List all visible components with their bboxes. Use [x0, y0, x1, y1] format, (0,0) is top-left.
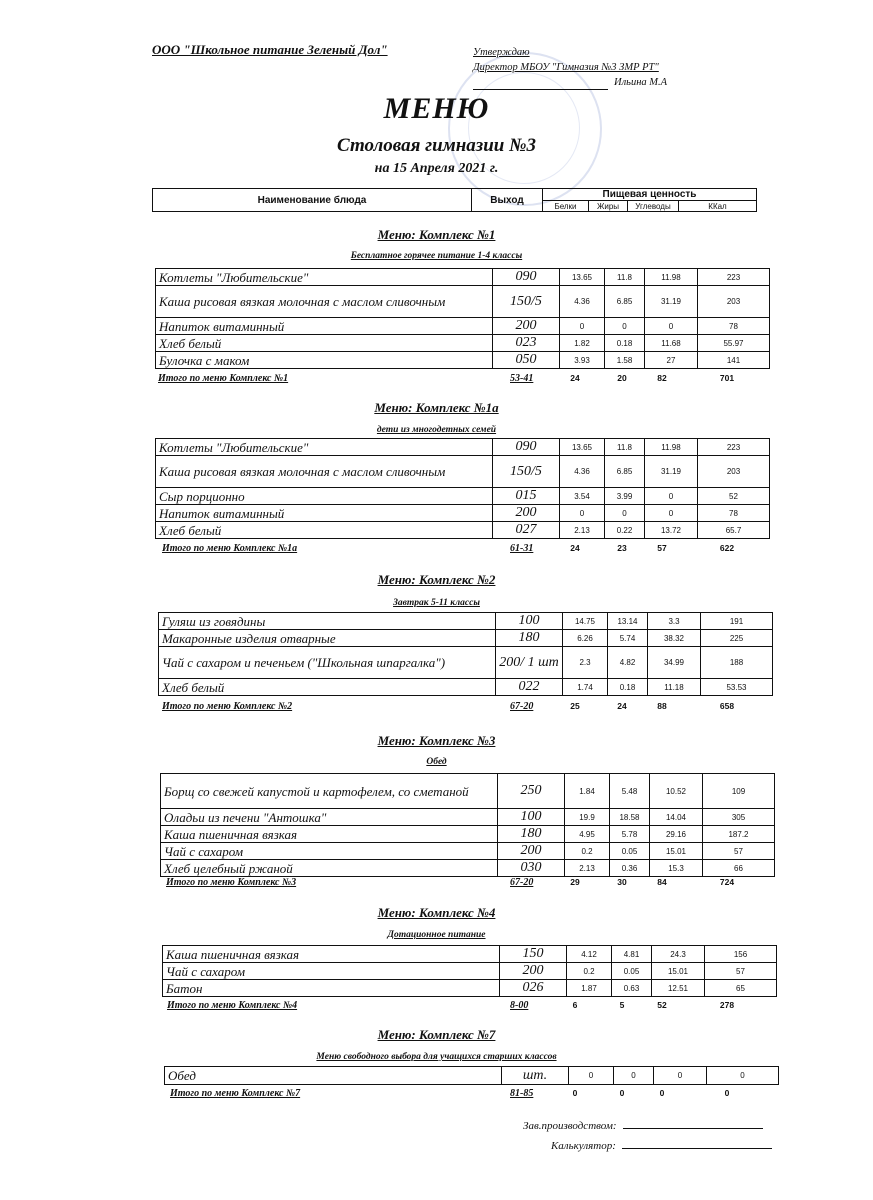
header-kcal: ККал [679, 201, 757, 212]
dish-carbs: 15.3 [650, 860, 703, 877]
table-row [156, 522, 770, 539]
dish-kcal: 187.2 [703, 826, 775, 843]
menu-table [164, 1066, 779, 1085]
dish-proteins: 1.87 [567, 980, 612, 997]
dish-proteins: 4.95 [565, 826, 610, 843]
dish-kcal: 203 [698, 286, 770, 318]
total-label: Итого по меню Комплекс №1а [162, 543, 298, 554]
table-row [159, 647, 773, 679]
total-fats: 24 [617, 701, 627, 711]
dish-name: Оладьи из печени "Антошка" [161, 809, 498, 826]
dish-fats: 11.8 [605, 269, 645, 286]
total-kcal: 0 [724, 1088, 730, 1098]
dish-carbs: 11.98 [645, 269, 698, 286]
table-row [156, 286, 770, 318]
dish-fats: 5.48 [610, 774, 650, 809]
table-row [163, 963, 777, 980]
dish-carbs: 38.32 [648, 630, 701, 647]
header-carbs: Углеводы [628, 201, 679, 212]
footer-calculator [551, 1140, 772, 1152]
dish-carbs: 0 [645, 318, 698, 335]
dish-proteins: 19.9 [565, 809, 610, 826]
total-proteins: 25 [570, 701, 580, 711]
dish-output: 200 [498, 843, 565, 860]
dish-output: 090 [493, 269, 560, 286]
table-row [156, 439, 770, 456]
table-row [161, 860, 775, 877]
dish-fats: 3.99 [605, 488, 645, 505]
dish-fats: 1.58 [605, 352, 645, 369]
table-row [159, 679, 773, 696]
section-total [166, 877, 786, 891]
dish-carbs: 11.98 [645, 439, 698, 456]
dish-name: Котлеты "Любительские" [156, 269, 493, 286]
total-code: 61-31 [510, 543, 534, 554]
table-row [156, 318, 770, 335]
dish-output: 200 [493, 318, 560, 335]
dish-proteins: 1.82 [560, 335, 605, 352]
dish-name: Хлеб белый [156, 335, 493, 352]
section-title: Меню: Комплекс №3 [377, 733, 496, 748]
table-row [156, 505, 770, 522]
dish-output: 200 [500, 963, 567, 980]
dish-proteins: 4.12 [567, 946, 612, 963]
total-fats: 5 [619, 1000, 625, 1010]
dish-kcal: 52 [698, 488, 770, 505]
table-row [156, 269, 770, 286]
dish-output: 250 [498, 774, 565, 809]
dish-kcal: 188 [701, 647, 773, 679]
section-subtitle: Бесплатное горячее питание 1-4 классы [350, 251, 523, 261]
dish-kcal: 109 [703, 774, 775, 809]
dish-name: Котлеты "Любительские" [156, 439, 493, 456]
total-kcal: 701 [719, 373, 735, 383]
dish-name: Борщ со свежей капустой и картофелем, со сметаной [161, 774, 498, 809]
menu-table [155, 438, 770, 539]
dish-carbs: 13.72 [645, 522, 698, 539]
dish-name: Каша пшеничная вязкая [161, 826, 498, 843]
section-total [167, 1000, 787, 1014]
dish-name: Каша пшеничная вязкая [163, 946, 500, 963]
dish-output: 100 [496, 613, 563, 630]
table-header [152, 188, 757, 212]
dish-name: Хлеб белый [156, 522, 493, 539]
dish-kcal: 65 [705, 980, 777, 997]
dish-output: 015 [493, 488, 560, 505]
dish-carbs: 0 [645, 505, 698, 522]
dish-fats: 5.74 [608, 630, 648, 647]
dish-kcal: 57 [705, 963, 777, 980]
table-row [156, 488, 770, 505]
total-fats: 0 [619, 1088, 625, 1098]
production-signature-line [623, 1128, 763, 1129]
dish-output: 150/5 [493, 456, 560, 488]
dish-kcal: 66 [703, 860, 775, 877]
table-row [165, 1067, 779, 1085]
dish-output: 100 [498, 809, 565, 826]
dish-proteins: 3.54 [560, 488, 605, 505]
section-total [170, 1088, 790, 1102]
total-fats: 30 [617, 877, 627, 887]
dish-name: Каша рисовая вязкая молочная с маслом сливочным [156, 286, 493, 318]
dish-fats: 0.05 [610, 843, 650, 860]
table-row [161, 826, 775, 843]
dish-proteins: 0 [560, 318, 605, 335]
dish-fats: 6.85 [605, 286, 645, 318]
table-row [156, 335, 770, 352]
menu-table [160, 773, 775, 877]
total-proteins: 24 [570, 373, 580, 383]
dish-fats: 0.18 [608, 679, 648, 696]
dish-proteins: 2.13 [560, 522, 605, 539]
total-carbs: 88 [657, 701, 667, 711]
approval-block [473, 45, 667, 90]
dish-kcal: 305 [703, 809, 775, 826]
dish-proteins: 13.65 [560, 269, 605, 286]
header-nutrition: Пищевая ценность [543, 189, 757, 201]
dish-carbs: 12.51 [652, 980, 705, 997]
approval-position: Директор МБОУ "Гимназия №3 ЗМР РТ" [473, 62, 659, 73]
approval-signature-line [473, 89, 608, 90]
dish-fats: 0 [605, 505, 645, 522]
section-title: Меню: Комплекс №2 [377, 572, 496, 587]
dish-carbs: 11.68 [645, 335, 698, 352]
table-row [161, 843, 775, 860]
total-code: 81-85 [510, 1088, 534, 1099]
dish-proteins: 2.3 [563, 647, 608, 679]
dish-fats: 5.78 [610, 826, 650, 843]
dish-name: Каша рисовая вязкая молочная с маслом сливочным [156, 456, 493, 488]
page-date: на 15 Апреля 2021 г. [374, 161, 499, 176]
dish-fats: 0.63 [612, 980, 652, 997]
table-row [159, 630, 773, 647]
dish-carbs: 15.01 [652, 963, 705, 980]
dish-carbs: 24.3 [652, 946, 705, 963]
header-dish: Наименование блюда [153, 189, 472, 212]
dish-output: 200 [493, 505, 560, 522]
dish-fats: 0.18 [605, 335, 645, 352]
dish-name: Обед [165, 1067, 502, 1085]
total-kcal: 622 [719, 543, 735, 553]
dish-proteins: 3.93 [560, 352, 605, 369]
total-code: 67-20 [510, 877, 534, 888]
dish-output: 180 [496, 630, 563, 647]
total-kcal: 724 [719, 877, 735, 887]
menu-table [158, 612, 773, 696]
dish-kcal: 55.97 [698, 335, 770, 352]
dish-proteins: 2.13 [565, 860, 610, 877]
dish-kcal: 141 [698, 352, 770, 369]
dish-kcal: 57 [703, 843, 775, 860]
section-subtitle: Обед [426, 757, 447, 767]
dish-name: Чай с сахаром и печеньем ("Школьная шпаргалка") [159, 647, 496, 679]
dish-name: Хлеб целебный ржаной [161, 860, 498, 877]
dish-kcal: 223 [698, 439, 770, 456]
dish-fats: 0.05 [612, 963, 652, 980]
total-code: 53-41 [510, 373, 534, 384]
dish-kcal: 156 [705, 946, 777, 963]
dish-kcal: 78 [698, 318, 770, 335]
dish-proteins: 6.26 [563, 630, 608, 647]
total-label: Итого по меню Комплекс №3 [166, 877, 297, 888]
dish-proteins: 14.75 [563, 613, 608, 630]
table-row [156, 352, 770, 369]
total-label: Итого по меню Комплекс №7 [170, 1088, 301, 1099]
total-proteins: 24 [570, 543, 580, 553]
dish-proteins: 13.65 [560, 439, 605, 456]
dish-name: Макаронные изделия отварные [159, 630, 496, 647]
total-carbs: 57 [657, 543, 667, 553]
table-row [163, 946, 777, 963]
dish-carbs: 31.19 [645, 456, 698, 488]
dish-name: Напиток витаминный [156, 505, 493, 522]
dish-proteins: 0 [569, 1067, 614, 1085]
total-kcal: 658 [719, 701, 735, 711]
total-carbs: 0 [659, 1088, 665, 1098]
total-code: 8-00 [510, 1000, 529, 1011]
total-code: 67-20 [510, 701, 534, 712]
dish-output: 150 [500, 946, 567, 963]
dish-kcal: 53.53 [701, 679, 773, 696]
dish-carbs: 34.99 [648, 647, 701, 679]
dish-carbs: 29.16 [650, 826, 703, 843]
total-label: Итого по меню Комплекс №2 [162, 701, 293, 712]
dish-proteins: 0.2 [565, 843, 610, 860]
dish-carbs: 10.52 [650, 774, 703, 809]
dish-kcal: 65.7 [698, 522, 770, 539]
section-subtitle: Завтрак 5-11 классы [393, 598, 480, 608]
header-fats: Жиры [589, 201, 628, 212]
dish-output: 023 [493, 335, 560, 352]
dish-fats: 4.81 [612, 946, 652, 963]
total-fats: 23 [617, 543, 627, 553]
dish-kcal: 225 [701, 630, 773, 647]
footer-calculator-label: Калькулятор: [551, 1140, 616, 1152]
header-proteins: Белки [543, 201, 589, 212]
dish-kcal: 191 [701, 613, 773, 630]
dish-proteins: 1.74 [563, 679, 608, 696]
section-title: Меню: Комплекс №1а [374, 400, 499, 415]
dish-fats: 11.8 [605, 439, 645, 456]
approval-name: Ильина М.А [614, 77, 668, 88]
menu-table [155, 268, 770, 369]
dish-output: 180 [498, 826, 565, 843]
dish-fats: 0 [605, 318, 645, 335]
dish-proteins: 0.2 [567, 963, 612, 980]
section-total [158, 373, 778, 387]
dish-kcal: 78 [698, 505, 770, 522]
dish-carbs: 3.3 [648, 613, 701, 630]
dish-fats: 0.22 [605, 522, 645, 539]
dish-carbs: 0 [645, 488, 698, 505]
table-row [161, 809, 775, 826]
dish-kcal: 223 [698, 269, 770, 286]
section-title: Меню: Комплекс №7 [377, 1027, 496, 1042]
section-subtitle: Дотационное питание [387, 930, 486, 940]
dish-name: Сыр порционно [156, 488, 493, 505]
dish-fats: 18.58 [610, 809, 650, 826]
dish-output: 030 [498, 860, 565, 877]
dish-name: Чай с сахаром [163, 963, 500, 980]
dish-name: Гуляш из говядины [159, 613, 496, 630]
dish-fats: 0 [614, 1067, 654, 1085]
total-proteins: 0 [572, 1088, 578, 1098]
dish-fats: 4.82 [608, 647, 648, 679]
total-carbs: 84 [657, 877, 667, 887]
dish-carbs: 14.04 [650, 809, 703, 826]
dish-kcal: 203 [698, 456, 770, 488]
dish-carbs: 27 [645, 352, 698, 369]
table-row [159, 613, 773, 630]
dish-output: 150/5 [493, 286, 560, 318]
dish-fats: 13.14 [608, 613, 648, 630]
dish-proteins: 1.84 [565, 774, 610, 809]
total-label: Итого по меню Комплекс №4 [167, 1000, 298, 1011]
total-carbs: 82 [657, 373, 667, 383]
total-fats: 20 [617, 373, 627, 383]
table-row [163, 980, 777, 997]
dish-proteins: 0 [560, 505, 605, 522]
dish-output: 090 [493, 439, 560, 456]
section-title: Меню: Комплекс №4 [377, 905, 496, 920]
total-proteins: 29 [570, 877, 580, 887]
page-title: МЕНЮ [383, 92, 490, 125]
dish-fats: 0.36 [610, 860, 650, 877]
dish-output: 026 [500, 980, 567, 997]
table-row [156, 456, 770, 488]
calculator-signature-line [622, 1148, 772, 1149]
dish-name: Напиток витаминный [156, 318, 493, 335]
dish-kcal: 0 [707, 1067, 779, 1085]
section-total [162, 701, 782, 715]
total-carbs: 52 [657, 1000, 667, 1010]
page-subtitle: Столовая гимназии №3 [337, 135, 536, 156]
dish-name: Чай с сахаром [161, 843, 498, 860]
dish-carbs: 11.18 [648, 679, 701, 696]
dish-output: 027 [493, 522, 560, 539]
section-subtitle: Меню свободного выбора для учащихся старших классов [316, 1052, 557, 1062]
total-kcal: 278 [719, 1000, 735, 1010]
table-row [161, 774, 775, 809]
dish-carbs: 15.01 [650, 843, 703, 860]
approval-title: Утверждаю [473, 47, 530, 58]
dish-output: 022 [496, 679, 563, 696]
dish-fats: 6.85 [605, 456, 645, 488]
dish-name: Хлеб белый [159, 679, 496, 696]
section-total [162, 543, 782, 557]
dish-carbs: 0 [654, 1067, 707, 1085]
dish-proteins: 4.36 [560, 456, 605, 488]
total-label: Итого по меню Комплекс №1 [158, 373, 289, 384]
section-title: Меню: Комплекс №1 [377, 227, 496, 242]
dish-name: Булочка с маком [156, 352, 493, 369]
dish-proteins: 4.36 [560, 286, 605, 318]
section-subtitle: дети из многодетных семей [376, 425, 497, 435]
dish-name: Батон [163, 980, 500, 997]
organization-name: ООО "Школьное питание Зеленый Дол" [152, 42, 388, 57]
dish-output: 050 [493, 352, 560, 369]
dish-output: шт. [502, 1067, 569, 1085]
footer-production [523, 1120, 763, 1132]
total-proteins: 6 [572, 1000, 578, 1010]
footer-production-label: Зав.производством: [523, 1120, 617, 1132]
header-output: Выход [472, 189, 543, 212]
dish-carbs: 31.19 [645, 286, 698, 318]
menu-table [162, 945, 777, 997]
dish-output: 200/ 1 шт [496, 647, 563, 679]
